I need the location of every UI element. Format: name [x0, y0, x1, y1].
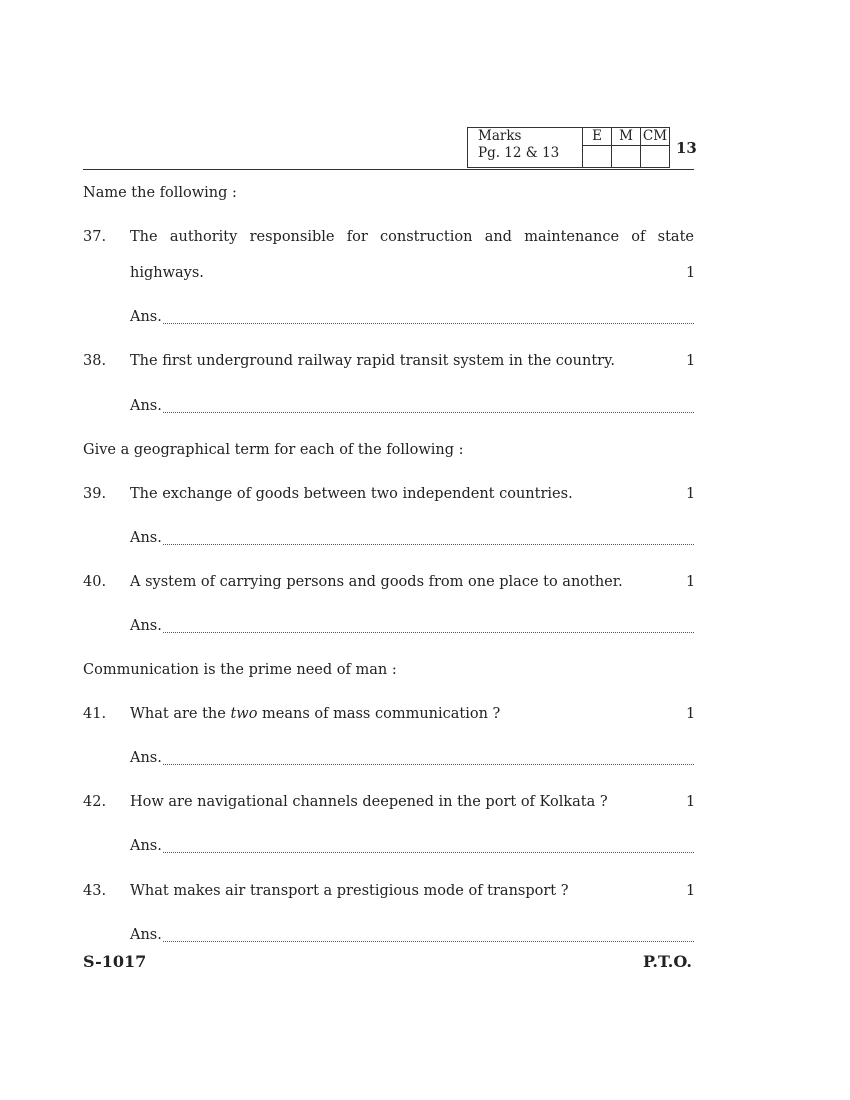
question-text: A system of carrying persons and goods from one place to another. [130, 574, 623, 590]
section-heading: Name the following : [83, 185, 237, 201]
question-marks: 1 [686, 486, 696, 502]
answer-line[interactable] [163, 935, 694, 942]
page-number: 13 [676, 139, 697, 157]
answer-label: Ans. [130, 927, 162, 943]
question-number: 39. [83, 486, 107, 502]
question-text: The authority responsible for construction and maintenance of state [130, 229, 694, 245]
column-m-header: M [612, 128, 641, 146]
question-text-continued: highways. [130, 265, 204, 281]
answer-line[interactable] [163, 758, 694, 765]
question-text-emphasis: two [230, 706, 258, 722]
section-heading: Communication is the prime need of man : [83, 662, 397, 678]
answer-label: Ans. [130, 530, 162, 546]
question-text-part: What are the [130, 706, 231, 722]
section-heading: Give a geographical term for each of the following : [83, 442, 464, 458]
question-marks: 1 [686, 706, 696, 722]
marks-label: Marks [478, 128, 522, 144]
answer-line[interactable] [163, 406, 694, 413]
marks-table [467, 127, 670, 168]
answer-label: Ans. [130, 838, 162, 854]
question-marks: 1 [686, 794, 696, 810]
header-rule [83, 169, 694, 170]
answer-line[interactable] [163, 846, 694, 853]
answer-line[interactable] [163, 317, 694, 324]
question-number: 43. [83, 883, 107, 899]
question-text [130, 706, 500, 722]
question-text: How are navigational channels deepened in the port of Kolkata ? [130, 794, 608, 810]
question-marks: 1 [686, 353, 696, 369]
question-text: What makes air transport a prestigious mode of transport ? [130, 883, 569, 899]
pages-label: Pg. 12 & 13 [478, 145, 560, 161]
question-marks: 1 [686, 265, 696, 281]
question-number: 42. [83, 794, 107, 810]
question-text-part: means of mass communication ? [257, 706, 501, 722]
question-marks: 1 [686, 883, 696, 899]
column-cm-header: CM [641, 128, 670, 146]
marks-label-cell [468, 128, 583, 168]
paper-code: S-1017 [83, 952, 147, 971]
column-cm-cell [641, 146, 670, 168]
question-number: 38. [83, 353, 107, 369]
answer-line[interactable] [163, 626, 694, 633]
answer-label: Ans. [130, 309, 162, 325]
answer-label: Ans. [130, 618, 162, 634]
column-m-cell [612, 146, 641, 168]
answer-label: Ans. [130, 750, 162, 766]
answer-label: Ans. [130, 398, 162, 414]
question-text: The first underground railway rapid transit system in the country. [130, 353, 615, 369]
question-number: 41. [83, 706, 107, 722]
please-turn-over: P.T.O. [643, 952, 692, 971]
question-number: 37. [83, 229, 107, 245]
question-number: 40. [83, 574, 107, 590]
answer-line[interactable] [163, 538, 694, 545]
column-e-header: E [583, 128, 612, 146]
question-marks: 1 [686, 574, 696, 590]
question-text: The exchange of goods between two independent countries. [130, 486, 573, 502]
column-e-cell [583, 146, 612, 168]
